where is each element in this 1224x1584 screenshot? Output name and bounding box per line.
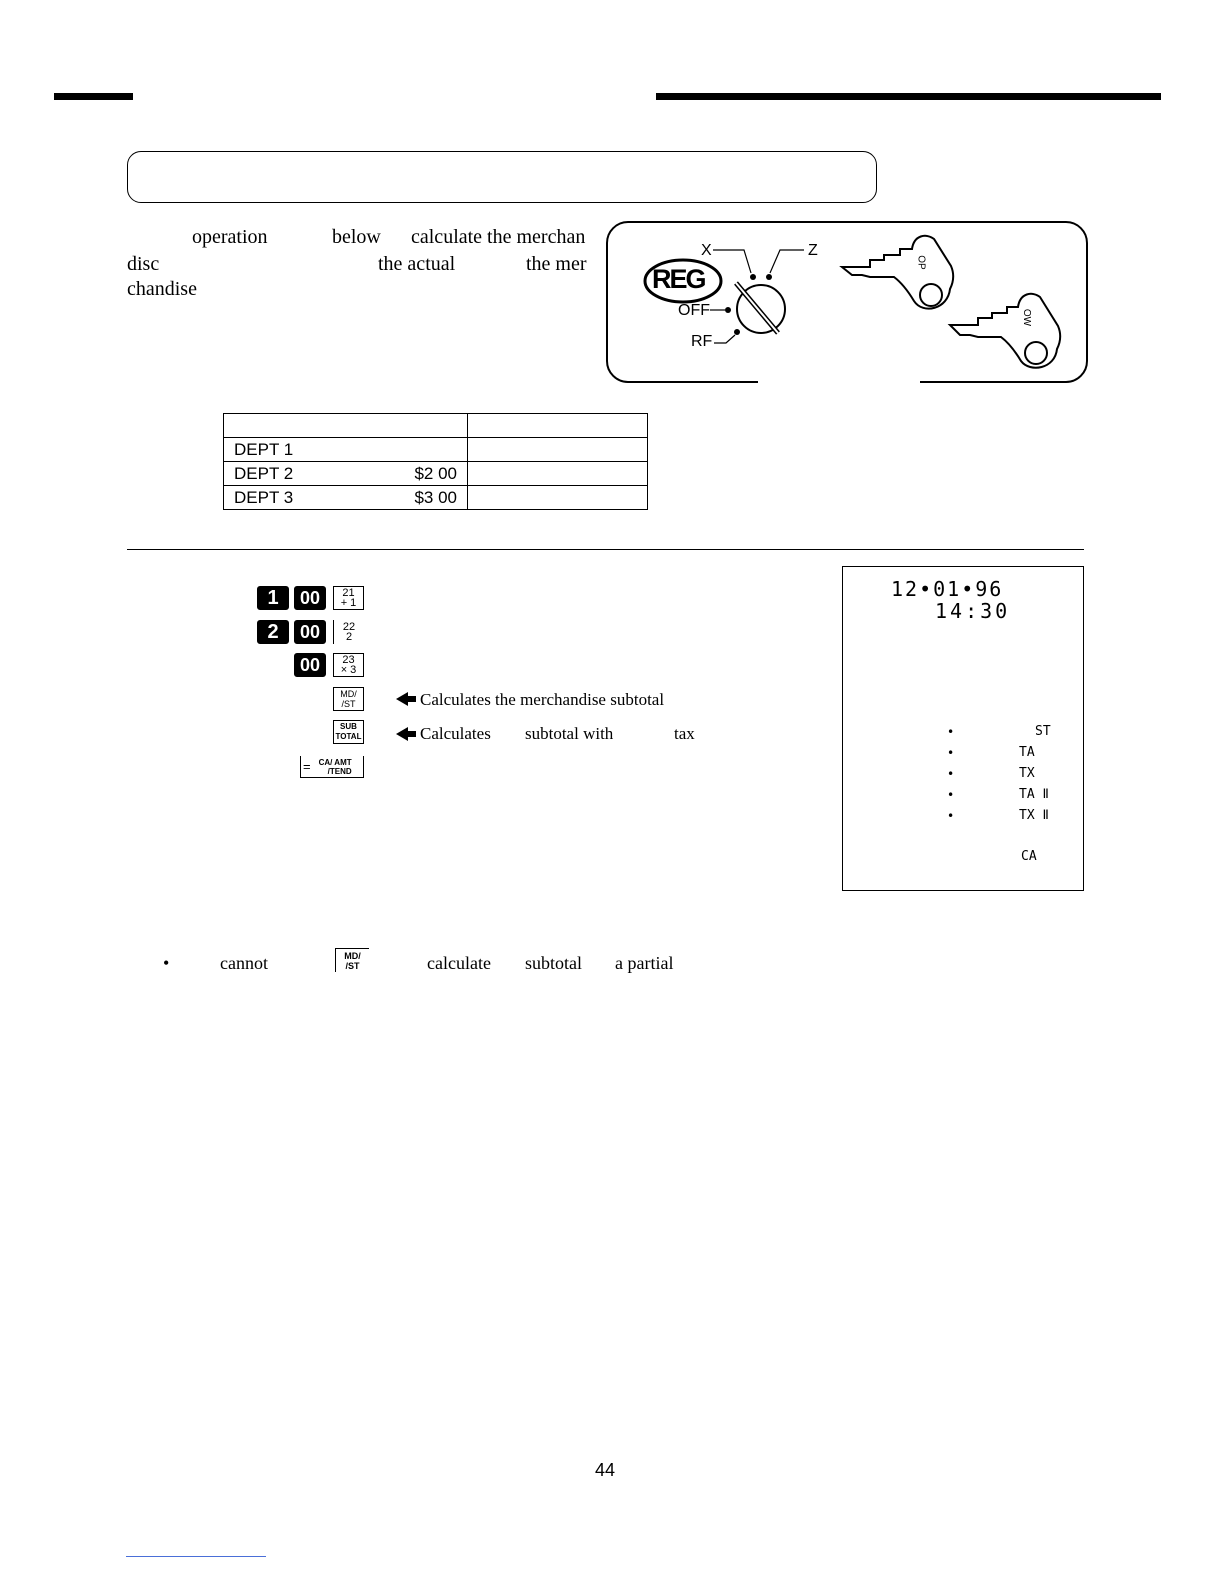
mode-reg-label: REG	[652, 264, 705, 294]
dept-name: DEPT 2	[234, 463, 294, 483]
table-row	[224, 462, 648, 486]
key-ca-amt-tend: = CA/ AMT /TEND	[300, 756, 364, 778]
receipt-code: TA Ⅱ	[1019, 787, 1049, 802]
key-md-st: MD/ /ST	[333, 687, 364, 711]
intro-word: the actual	[378, 253, 456, 275]
key-2: 2	[257, 620, 289, 644]
dept-price: $3 00	[414, 487, 457, 507]
page-number: 44	[594, 1460, 616, 1480]
key-00: 00	[294, 653, 326, 677]
receipt-bullet: •	[947, 809, 955, 823]
arrow-left-icon	[396, 692, 408, 706]
key-dept3: 23 × 3	[333, 653, 364, 677]
receipt-code: CA	[1021, 849, 1037, 864]
receipt-date: 12•01•96	[891, 577, 1004, 601]
key-op-icon	[842, 236, 953, 309]
mode-x-label: X	[701, 242, 712, 259]
key-dept1: 21 + 1	[333, 586, 364, 610]
receipt-bullet: •	[947, 767, 955, 781]
intro-word: operation	[192, 226, 268, 248]
bottom-bullet: •	[163, 953, 170, 973]
key-00: 00	[294, 586, 326, 610]
intro-word: below	[332, 226, 381, 248]
note-mdst: Calculates the merchandise subtotal	[420, 690, 665, 709]
department-price-table	[223, 413, 648, 510]
mode-off-label: OFF	[678, 302, 710, 319]
key-ow-label: OW	[1021, 308, 1033, 327]
dept-price: $2 00	[414, 463, 457, 483]
receipt-bullet: •	[947, 788, 955, 802]
table-row	[224, 438, 648, 462]
intro-word: disc	[127, 253, 160, 275]
key-op-label: OP	[915, 255, 927, 270]
mode-switch-panel	[606, 221, 1088, 383]
bottom-word: subtotal	[525, 953, 582, 973]
intro-word: calculate the merchan	[411, 226, 586, 248]
table-row	[224, 486, 648, 510]
receipt-time: 14:30	[935, 599, 1011, 623]
receipt-printout	[842, 566, 1084, 891]
key-md-st: MD/ /ST	[335, 948, 369, 972]
header-bar-right	[656, 93, 1161, 100]
note-sub-3: tax	[674, 724, 695, 743]
table-header-row	[224, 414, 648, 438]
dept-name: DEPT 1	[234, 439, 294, 459]
key-ow-icon	[950, 294, 1060, 368]
receipt-code: TA	[1019, 745, 1035, 760]
receipt-code: TX Ⅱ	[1019, 808, 1049, 823]
section-divider	[127, 549, 1084, 550]
section-title-box	[127, 151, 877, 203]
key-1: 1	[257, 586, 289, 610]
intro-word: chandise	[127, 278, 197, 300]
key-00: 00	[294, 620, 326, 644]
receipt-bullet: •	[947, 725, 955, 739]
key-subtotal: SUB TOTAL	[333, 720, 364, 744]
bottom-word: calculate	[427, 953, 491, 973]
receipt-code: TX	[1019, 766, 1035, 781]
mode-rf-label: RF	[691, 333, 713, 350]
mode-z-label: Z	[808, 242, 818, 259]
dept-name: DEPT 3	[234, 487, 294, 507]
receipt-bullet: •	[947, 746, 955, 760]
arrow-left-icon	[396, 727, 408, 741]
receipt-code: ST	[1035, 724, 1051, 739]
footer-rule	[126, 1556, 266, 1557]
key-dept2: 22 2	[333, 620, 364, 644]
note-sub-1: Calculates	[420, 724, 491, 743]
header-bar-left	[54, 93, 133, 100]
bottom-word: a partial	[615, 953, 674, 973]
note-sub-2: subtotal with	[525, 724, 614, 743]
intro-word: the mer	[526, 253, 587, 275]
bottom-word: cannot	[220, 953, 268, 973]
